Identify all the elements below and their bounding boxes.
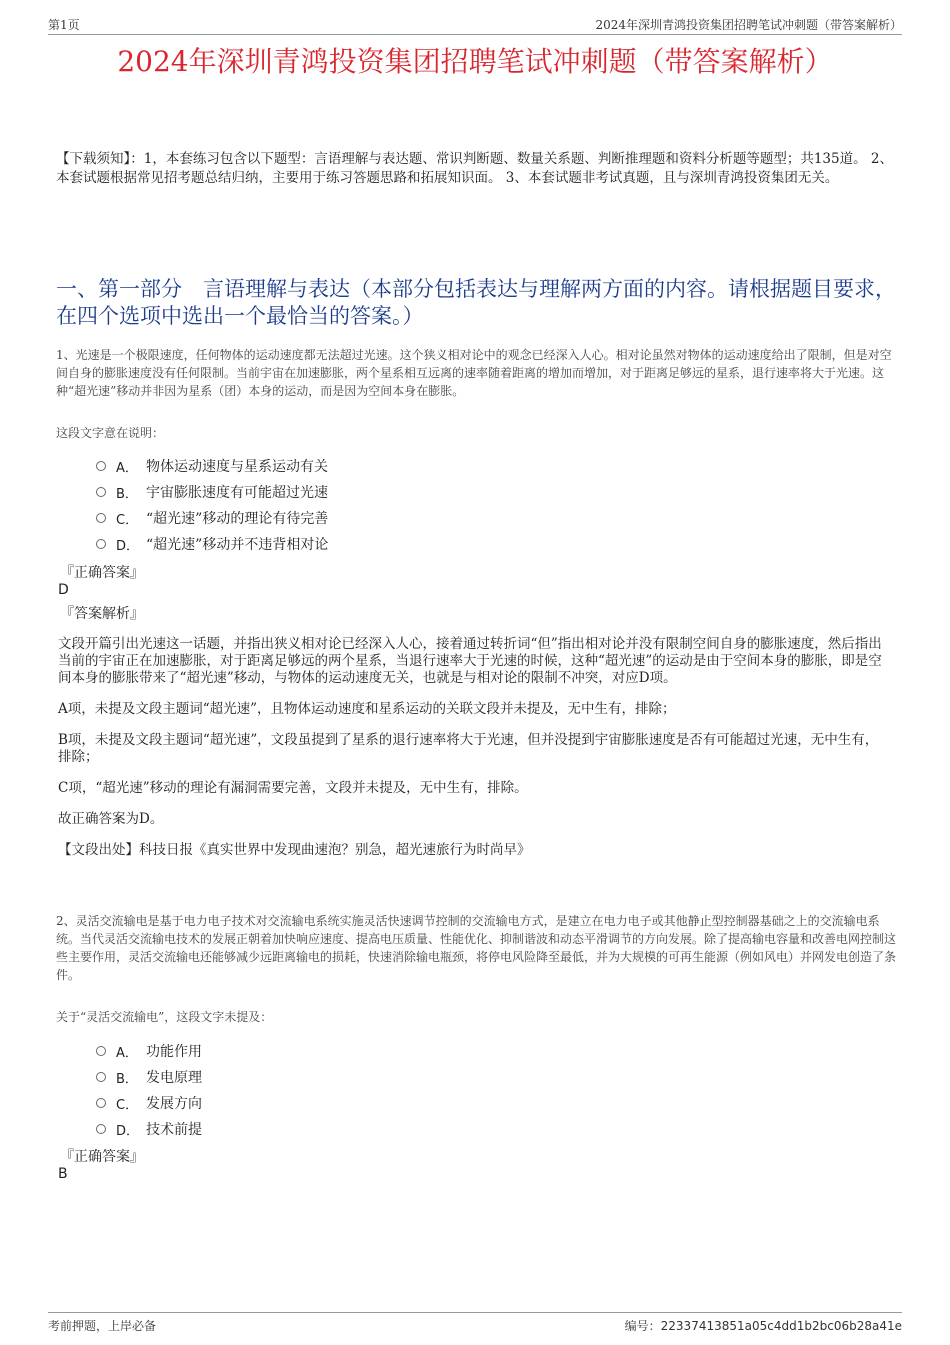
page-header (48, 14, 902, 35)
question-2-prompt: 关于“灵活交流输电”，这段文字未提及： (56, 1010, 273, 1024)
question-2-text: 2、灵活交流输电是基于电力电子技术对交流输电系统实施灵活快速调节控制的交流输电方式，是建立在电力电子或其他静止型控制器基础之上的交流输电系统。当代灵活交流输电技术的发展正朝着加快响应速度、提高电压质量、性能优化、抑制谐波和动态平滑调节的方向发展。除了提高输电容量和改善电网控制这些主要作用，灵活交流输电还能够减少远距离输电的损耗，快速消除输电瓶颈，将停电风险降至最低，并为大规模的可再生能源（例如风电）并网发电创造了条件。 (56, 914, 897, 982)
answer-label: 『正确答案』 (60, 1149, 144, 1165)
correct-answer: D (58, 582, 69, 598)
radio-icon[interactable] (96, 1072, 106, 1082)
option-c[interactable]: C． “超光速”移动的理论有待完善 (96, 505, 328, 531)
option-a[interactable]: A． 物体运动速度与星系运动有关 (96, 453, 328, 479)
correct-answer: B (58, 1166, 68, 1182)
page-number: 第1页 (48, 18, 80, 32)
option-c[interactable]: C． 发展方向 (96, 1090, 202, 1116)
option-b[interactable]: B． 宇宙膨胀速度有可能超过光速 (96, 479, 328, 505)
option-d[interactable]: D． “超光速”移动并不违背相对论 (96, 531, 328, 557)
analysis-label: 『答案解析』 (60, 606, 144, 622)
section-title: 一、第一部分 言语理解与表达（本部分包括表达与理解两方面的内容。请根据题目要求，在四个选项中选出一个最恰当的答案。） (56, 277, 896, 328)
analysis-paragraph: A项，未提及文段主题词“超光速”，且物体运动速度和星系运动的关联文段并未提及，无中生有，排除； (58, 701, 676, 717)
radio-icon[interactable] (96, 487, 106, 497)
analysis-paragraph: C项，“超光速”移动的理论有漏洞需要完善，文段并未提及，无中生有，排除。 (58, 780, 528, 796)
question-2-options (96, 1038, 202, 1142)
download-notice: 【下载须知】：1，本套练习包含以下题型：言语理解与表达题、常识判断题、数量关系题、判断推理题和资料分析题等题型；共135道。 2、本套试题根据常见招考题总结归纳，主要用于练习答题思路和拓展知识面。 3、本套试题非考试真题，且与深圳青鸿投资集团无关。 (56, 151, 893, 186)
radio-icon[interactable] (96, 539, 106, 549)
analysis-paragraph: B项，未提及文段主题词“超光速”，文段虽提到了星系的退行速率将大于光速，但并没提到宇宙膨胀速度是否有可能超过光速，无中生有，排除； (58, 732, 879, 765)
question-1-prompt: 这段文字意在说明： (56, 426, 165, 440)
footer-slogan: 考前押题，上岸必备 (48, 1319, 157, 1333)
radio-icon[interactable] (96, 1124, 106, 1134)
document-code: 编号：22337413851a05c4dd1b2bc06b28a41e (624, 1319, 902, 1333)
analysis-paragraph: 文段开篇引出光速这一话题，并指出狭义相对论已经深入人心，接着通过转折词“但”指出相对论并没有限制空间自身的膨胀速度，然后指出当前的宇宙正在加速膨胀，对于距离足够远的两个星系，当退行速率大于光速的时候，这种“超光速”的运动是由于空间本身的膨胀，即是空间本身的膨胀带来了“超光速”移动，与物体的运动速度无关，也就是与相对论的限制不冲突，对应D项。 (58, 636, 882, 686)
header-doc-title: 2024年深圳青鸿投资集团招聘笔试冲刺题（带答案解析） (595, 18, 902, 32)
source-citation: 【文段出处】科技日报《真实世界中发现曲速泡？别急，超光速旅行为时尚早》 (58, 842, 531, 858)
radio-icon[interactable] (96, 513, 106, 523)
option-a[interactable]: A． 功能作用 (96, 1038, 202, 1064)
analysis-paragraph: 故正确答案为D。 (58, 811, 164, 827)
radio-icon[interactable] (96, 1046, 106, 1056)
document-title: 2024年深圳青鸿投资集团招聘笔试冲刺题（带答案解析） (117, 45, 833, 78)
radio-icon[interactable] (96, 461, 106, 471)
answer-label: 『正确答案』 (60, 565, 144, 581)
answer-analysis (58, 636, 888, 873)
question-1-options (96, 453, 328, 557)
question-1-text: 1、光速是一个极限速度，任何物体的运动速度都无法超过光速。这个狭义相对论中的观念已经深入人心。相对论虽然对物体的运动速度给出了限制，但是对空间自身的膨胀速度没有任何限制。当前宇宙在加速膨胀，两个星系相互远离的速率随着距离的增加而增加，对于距离足够远的星系，退行速率将大于光速。这种“超光速”移动并非因为星系（团）本身的运动，而是因为空间本身在膨胀。 (56, 348, 892, 398)
page-footer (48, 1312, 902, 1337)
option-d[interactable]: D． 技术前提 (96, 1116, 202, 1142)
radio-icon[interactable] (96, 1098, 106, 1108)
option-b[interactable]: B． 发电原理 (96, 1064, 202, 1090)
